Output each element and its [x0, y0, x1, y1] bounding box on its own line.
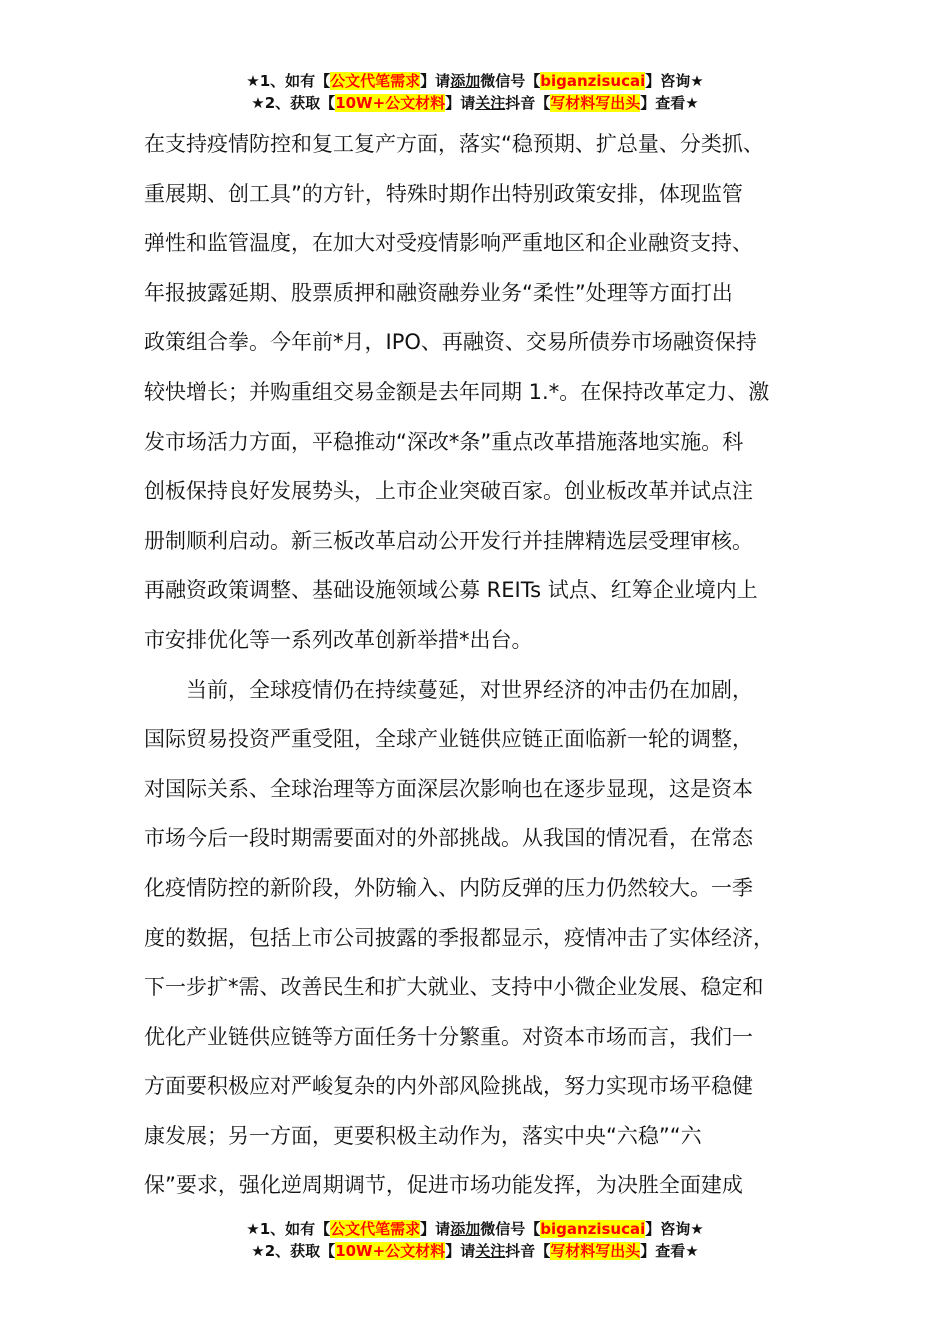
text-line: 度的数据，包括上市公司披露的季报都显示，疫情冲击了实体经济，	[144, 925, 774, 950]
highlight-douyin-account: 写材料写出头	[550, 1242, 641, 1260]
text-line: 保”要求，强化逆周期调节，促进市场功能发挥，为决胜全面建成	[144, 1173, 743, 1198]
text-line: 优化产业链供应链等方面任务十分繁重。对资本市场而言，我们一	[144, 1024, 753, 1049]
highlight-materials: 10W+公文材料	[335, 1242, 446, 1260]
header-notice	[0, 70, 950, 114]
text-line: 重展期、创工具”的方针，特殊时期作出特别政策安排，体现监管	[144, 181, 743, 206]
text-line: 发市场活力方面，平稳推动“深改*条”重点改革措施落地实施。科	[144, 429, 744, 454]
text-line: 册制顺利启动。新三板改革启动公开发行并挂牌精选层受理审核。	[144, 528, 753, 553]
text-line: 方面要积极应对严峻复杂的内外部风险挑战，努力实现市场平稳健	[144, 1074, 753, 1099]
text-line: 政策组合拳。今年前*月，IPO、再融资、交易所债券市场融资保持	[144, 330, 757, 355]
highlight-service: 公文代笔需求	[330, 72, 421, 90]
text-line: 康发展；另一方面，更要积极主动作为，落实中央“六稳”“六	[144, 1123, 702, 1148]
highlight-wechat-id: biganzisucai	[540, 72, 646, 90]
highlight-douyin-account: 写材料写出头	[550, 94, 641, 112]
text-line: 市安排优化等一系列改革创新举措*出台。	[144, 627, 533, 652]
highlight-service: 公文代笔需求	[330, 1220, 421, 1238]
notice-line-2: ★2、获取【10W+公文材料】请关注抖音【写材料写出头】查看★	[251, 1242, 699, 1260]
footer-notice	[0, 1218, 950, 1262]
text-line: 在支持疫情防控和复工复产方面，落实“稳预期、扩总量、分类抓、	[144, 132, 764, 156]
text-line: 当前，全球疫情仍在持续蔓延，对世界经济的冲击仍在加剧，	[144, 677, 753, 702]
notice-line-1: ★1、如有【公文代笔需求】请添加微信号【biganzisucai】咨询★	[246, 72, 704, 90]
body-text	[144, 120, 829, 1211]
text-line: 弹性和监管温度，在加大对受疫情影响严重地区和企业融资支持、	[144, 231, 753, 256]
text-line: 再融资政策调整、基础设施领域公募 REITs 试点、红筹企业境内上	[144, 578, 758, 603]
notice-line-2: ★2、获取【10W+公文材料】请关注抖音【写材料写出头】查看★	[251, 94, 699, 112]
notice-line-1: ★1、如有【公文代笔需求】请添加微信号【biganzisucai】咨询★	[246, 1220, 704, 1238]
text-line: 对国际关系、全球治理等方面深层次影响也在逐步显现，这是资本	[144, 776, 753, 801]
text-line: 国际贸易投资严重受阻，全球产业链供应链正面临新一轮的调整，	[144, 727, 753, 752]
text-line: 年报披露延期、股票质押和融资融券业务“柔性”处理等方面打出	[144, 280, 733, 305]
text-line: 较快增长；并购重组交易金额是去年同期 1.*。在保持改革定力、激	[144, 379, 770, 404]
text-line: 化疫情防控的新阶段，外防输入、内防反弹的压力仍然较大。一季	[144, 875, 753, 900]
text-line: 下一步扩*需、改善民生和扩大就业、支持中小微企业发展、稳定和	[144, 975, 764, 1000]
highlight-materials: 10W+公文材料	[335, 94, 446, 112]
highlight-wechat-id: biganzisucai	[540, 1220, 646, 1238]
text-line: 创板保持良好发展势头，上市企业突破百家。创业板改革并试点注	[144, 479, 753, 504]
text-line: 市场今后一段时期需要面对的外部挑战。从我国的情况看，在常态	[144, 826, 753, 851]
